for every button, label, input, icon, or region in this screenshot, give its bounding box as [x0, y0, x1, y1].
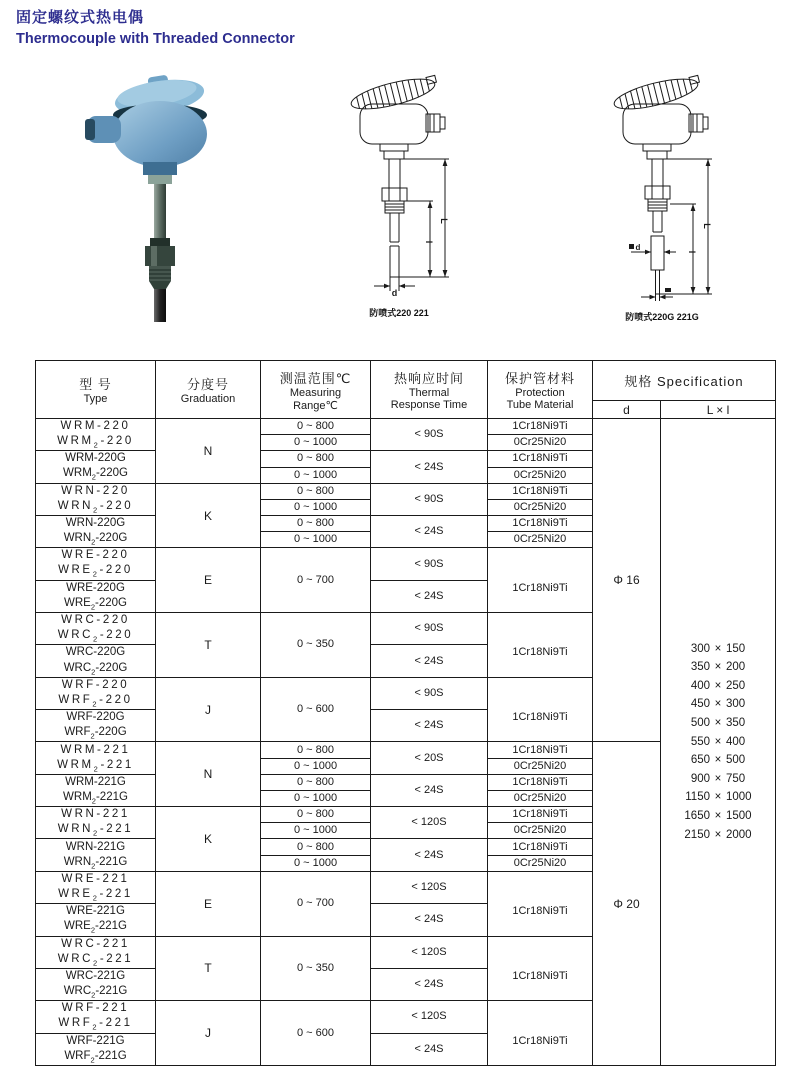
range-cell: 0 ~ 350 [261, 613, 371, 678]
material-cell: 0Cr25Ni20 [488, 790, 593, 806]
drawing-220-221-diagram [333, 74, 465, 298]
response-cell: < 24S [371, 968, 488, 1000]
model-cell: WRF-221 [36, 1001, 156, 1017]
graduation-cell: J [156, 677, 261, 742]
model-cell: WRC-221G [36, 968, 156, 984]
range-cell: 0 ~ 800 [261, 419, 371, 435]
model-cell: $WRE_2-221$ [36, 887, 156, 903]
spec-table-body [36, 419, 776, 1066]
model-cell: $WRM_2-221$ [36, 758, 156, 774]
spec-size-item: 350 × 200 [690, 661, 746, 674]
model-cell: WRC-220G [36, 645, 156, 661]
model-cell: $WRE_2-220$ [36, 564, 156, 580]
header-thermal-response: 热响应时间 Thermal Response Time [371, 361, 488, 419]
material-cell: 1Cr18Ni9Ti [488, 742, 593, 758]
page-title-english: Thermocouple with Threaded Connector [16, 31, 295, 47]
model-cell: $WRC_2-220$ [36, 629, 156, 645]
model-cell: WRF-220G [36, 710, 156, 726]
response-cell: < 90S [371, 613, 488, 645]
spec-size-list [661, 640, 775, 845]
material-cell: 1Cr18Ni9Ti [488, 774, 593, 790]
material-cell: 1Cr18Ni9Ti [488, 871, 593, 936]
material-cell: 0Cr25Ni20 [488, 499, 593, 515]
spec-size-item: 650 × 500 [690, 754, 746, 767]
spec-size-item: 2150 × 2000 [684, 828, 752, 841]
diameter-cell: Φ 16 [593, 419, 661, 742]
response-cell: < 24S [371, 580, 488, 612]
model-cell: WRC-221 [36, 936, 156, 952]
range-cell: 0 ~ 700 [261, 548, 371, 613]
material-cell: 1Cr18Ni9Ti [488, 548, 593, 613]
small-dim-mark [629, 244, 634, 249]
graduation-cell: K [156, 483, 261, 548]
model-cell: $WRN_2-220$ [36, 499, 156, 515]
model-cell: $WRM_2-220G$ [36, 467, 156, 483]
model-cell: $WRE_2-221G$ [36, 920, 156, 936]
model-cell: $WRN_2-221$ [36, 823, 156, 839]
dimension-label-d: d [391, 288, 398, 298]
graduation-cell: T [156, 613, 261, 678]
range-cell: 0 ~ 1000 [261, 855, 371, 871]
range-cell: 0 ~ 800 [261, 742, 371, 758]
response-cell: < 24S [371, 839, 488, 871]
range-cell: 0 ~ 800 [261, 774, 371, 790]
material-cell: 1Cr18Ni9Ti [488, 451, 593, 467]
header-graduation: 分度号 Graduation [156, 361, 261, 419]
response-cell: < 90S [371, 548, 488, 580]
range-cell: 0 ~ 800 [261, 807, 371, 823]
model-cell: WRN-221 [36, 807, 156, 823]
response-cell: < 24S [371, 774, 488, 806]
range-cell: 0 ~ 1000 [261, 823, 371, 839]
material-cell: 0Cr25Ni20 [488, 467, 593, 483]
header-lxl: L × l [661, 401, 776, 419]
material-cell: 0Cr25Ni20 [488, 435, 593, 451]
range-cell: 0 ~ 600 [261, 1001, 371, 1066]
material-cell: 1Cr18Ni9Ti [488, 807, 593, 823]
dimension-label-d2: d [635, 243, 641, 252]
model-cell: $WRM_2-221G$ [36, 790, 156, 806]
spec-size-item: 300 × 150 [690, 642, 746, 655]
model-cell: WRE-220 [36, 548, 156, 564]
material-cell: 1Cr18Ni9Ti [488, 1001, 593, 1066]
model-cell: $WRN_2-221G$ [36, 855, 156, 871]
header-d: d [593, 401, 661, 419]
spec-size-item: 1650 × 1500 [684, 810, 752, 823]
material-cell: 1Cr18Ni9Ti [488, 613, 593, 678]
model-cell: WRC-220 [36, 613, 156, 629]
range-cell: 0 ~ 800 [261, 451, 371, 467]
range-cell: 0 ~ 350 [261, 936, 371, 1001]
graduation-cell: J [156, 1001, 261, 1066]
model-cell: $WRE_2-220G$ [36, 596, 156, 612]
model-cell: WRM-221 [36, 742, 156, 758]
spec-lxl-cell [661, 419, 776, 1066]
range-cell: 0 ~ 600 [261, 677, 371, 742]
model-cell: $WRF_2-221G$ [36, 1049, 156, 1065]
dimension-label-L2: L [702, 223, 712, 229]
response-cell: < 24S [371, 1033, 488, 1065]
dimension-label-l: l [424, 240, 434, 244]
material-cell: 0Cr25Ni20 [488, 532, 593, 548]
model-cell: $WRC_2-221$ [36, 952, 156, 968]
drawing-220G-221G [596, 74, 728, 323]
spec-size-item: 400 × 250 [690, 679, 746, 692]
page-title-chinese: 固定螺纹式热电偶 [16, 9, 145, 26]
spec-size-item: 500 × 350 [690, 717, 746, 730]
graduation-cell: N [156, 742, 261, 807]
material-cell: 1Cr18Ni9Ti [488, 419, 593, 435]
specification-table [35, 360, 776, 1066]
material-cell: 1Cr18Ni9Ti [488, 516, 593, 532]
drawing-220-221-caption: 防喷式220 221 [369, 308, 429, 318]
model-cell: $WRC_2-221G$ [36, 985, 156, 1001]
material-cell: 0Cr25Ni20 [488, 758, 593, 774]
response-cell: < 120S [371, 1001, 488, 1033]
graduation-cell: N [156, 419, 261, 484]
material-cell: 1Cr18Ni9Ti [488, 677, 593, 742]
model-cell: $WRC_2-220G$ [36, 661, 156, 677]
response-cell: < 24S [371, 645, 488, 677]
response-cell: < 24S [371, 710, 488, 742]
drawing-220G-221G-caption: 防喷式220G 221G [625, 312, 699, 322]
response-cell: < 90S [371, 419, 488, 451]
graduation-cell: K [156, 807, 261, 872]
response-cell: < 90S [371, 483, 488, 515]
response-cell: < 20S [371, 742, 488, 774]
response-cell: < 24S [371, 516, 488, 548]
thermocouple-photo [85, 70, 235, 327]
small-dim-mark [665, 288, 671, 292]
diameter-cell: Φ 20 [593, 742, 661, 1065]
model-cell: WRE-220G [36, 580, 156, 596]
header-specification: 规格 Specification [593, 361, 776, 401]
spec-size-item: 450 × 300 [690, 698, 746, 711]
response-cell: < 120S [371, 807, 488, 839]
model-cell: WRM-221G [36, 774, 156, 790]
range-cell: 0 ~ 800 [261, 516, 371, 532]
graduation-cell: E [156, 871, 261, 936]
material-cell: 1Cr18Ni9Ti [488, 839, 593, 855]
spec-size-item: 1150 × 1000 [685, 791, 752, 804]
model-cell: WRN-220G [36, 516, 156, 532]
thermocouple-photo-image [85, 70, 235, 322]
model-cell: WRM-220G [36, 451, 156, 467]
dimension-label-l2: l [687, 250, 697, 254]
model-cell: $WRM_2-220$ [36, 435, 156, 451]
material-cell: 0Cr25Ni20 [488, 855, 593, 871]
model-cell: WRN-221G [36, 839, 156, 855]
drawing-220G-221G-diagram [596, 74, 728, 302]
material-cell: 1Cr18Ni9Ti [488, 936, 593, 1001]
range-cell: 0 ~ 1000 [261, 499, 371, 515]
graduation-cell: T [156, 936, 261, 1001]
response-cell: < 120S [371, 936, 488, 968]
model-cell: WRM-220 [36, 419, 156, 435]
range-cell: 0 ~ 1000 [261, 758, 371, 774]
model-cell: $WRN_2-220G$ [36, 532, 156, 548]
range-cell: 0 ~ 1000 [261, 790, 371, 806]
response-cell: < 90S [371, 677, 488, 709]
page-header [16, 6, 295, 47]
response-cell: < 120S [371, 871, 488, 903]
dimension-label-L: L [439, 218, 449, 224]
material-cell: 1Cr18Ni9Ti [488, 483, 593, 499]
model-cell: WRF-221G [36, 1033, 156, 1049]
range-cell: 0 ~ 800 [261, 483, 371, 499]
model-cell: WRE-221 [36, 871, 156, 887]
graduation-cell: E [156, 548, 261, 613]
model-cell: $WRF_2-220G$ [36, 726, 156, 742]
model-cell: WRE-221G [36, 904, 156, 920]
drawing-220-221 [333, 74, 465, 319]
model-cell: $WRF_2-221$ [36, 1017, 156, 1033]
response-cell: < 24S [371, 451, 488, 483]
range-cell: 0 ~ 1000 [261, 532, 371, 548]
material-cell: 0Cr25Ni20 [488, 823, 593, 839]
model-cell: WRF-220 [36, 677, 156, 693]
header-type: 型 号 Type [36, 361, 156, 419]
range-cell: 0 ~ 1000 [261, 467, 371, 483]
range-cell: 0 ~ 1000 [261, 435, 371, 451]
table-header [36, 361, 776, 419]
model-cell: $WRF_2-220$ [36, 693, 156, 709]
header-measuring-range: 测温范围℃ Measuring Range℃ [261, 361, 371, 419]
header-protection-material: 保护管材料 Protection Tube Material [488, 361, 593, 419]
range-cell: 0 ~ 700 [261, 871, 371, 936]
spec-size-item: 900 × 750 [690, 772, 746, 785]
response-cell: < 24S [371, 904, 488, 936]
range-cell: 0 ~ 800 [261, 839, 371, 855]
spec-size-item: 550 × 400 [690, 735, 746, 748]
model-cell: WRN-220 [36, 483, 156, 499]
